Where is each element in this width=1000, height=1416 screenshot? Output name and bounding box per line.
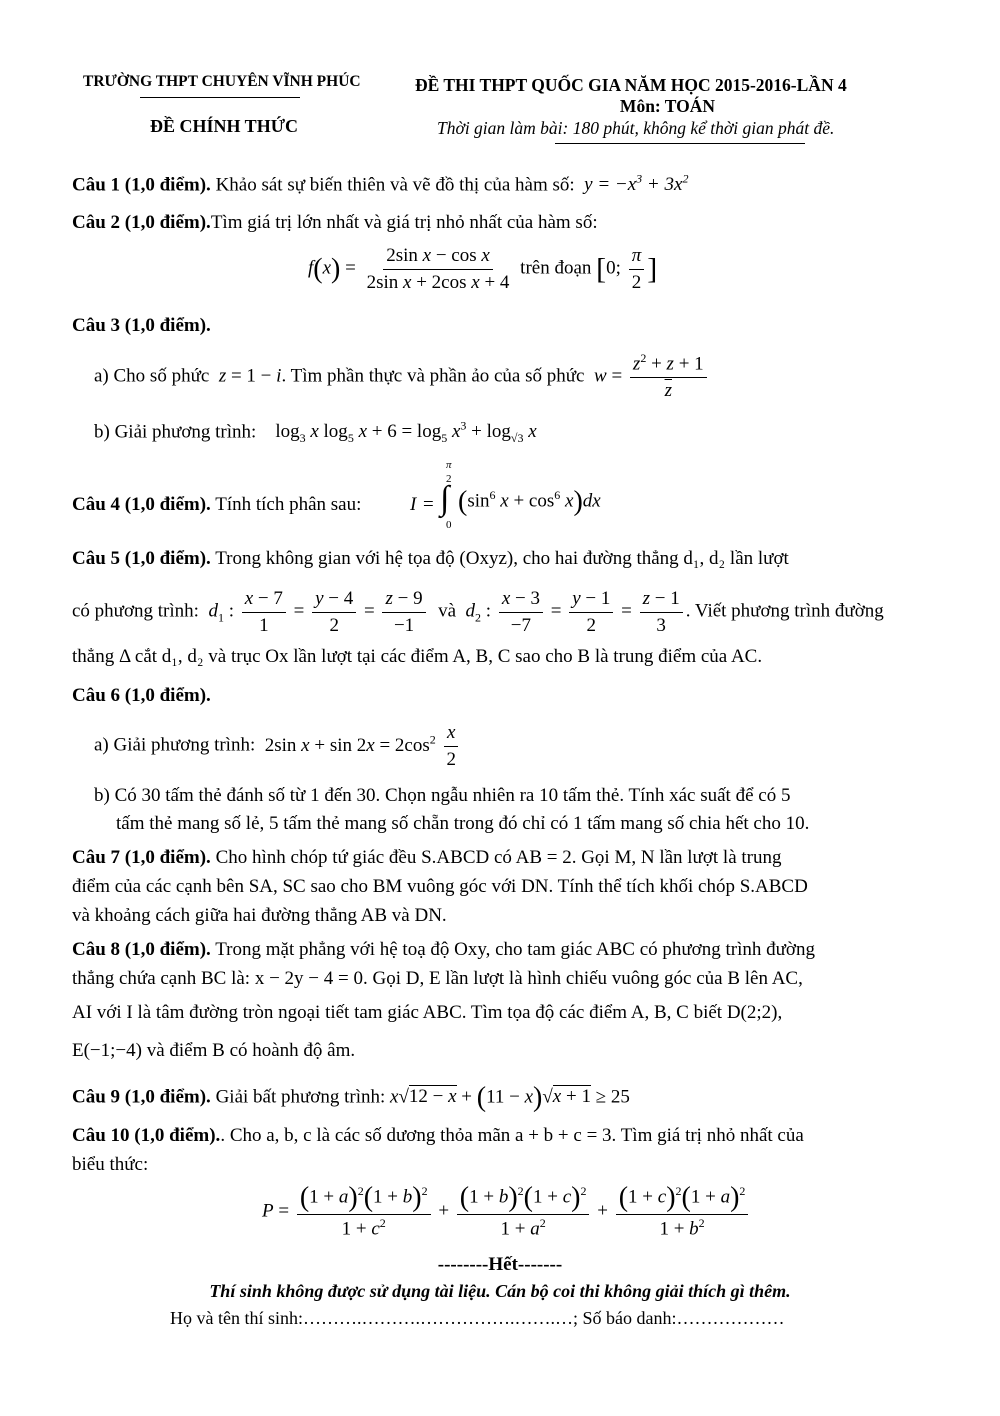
question-7-line: điểm của các cạnh bên SA, SC sao cho BM vuông góc với DN. Tính thể tích khối chóp S.ABCD xyxy=(72,876,808,897)
question-1 xyxy=(72,172,688,196)
question-label: Câu 2 (1,0 điểm). xyxy=(72,212,211,233)
question-6b: b) Có 30 tấm thẻ đánh số từ 1 đến 30. Chọn ngẫu nhiên ra 10 tấm thẻ. Tính xác suất để có 5 xyxy=(94,785,791,806)
question-7-line: và khoảng cách giữa hai đường thẳng AB và DN. xyxy=(72,905,447,926)
question-5-line: thẳng Δ cắt d₁, d₂ và trục Ox lần lượt tại các điểm A, B, C sao cho B là trung điểm của AC. xyxy=(72,646,763,667)
divider xyxy=(140,97,300,98)
question-label: Câu 1 (1,0 điểm). xyxy=(72,174,211,196)
question-text: Trong mặt phẳng với hệ toạ độ Oxy, cho tam giác ABC có phương trình đường xyxy=(210,939,815,960)
question-text: Giải bất phương trình: xyxy=(210,1086,390,1108)
question-5-line: có phương trình: $d_1$ : $\frac{x - 7}{1}$ = $\frac{y - 4}{2}$ = $\frac{z - 9}{-1}$ và $d_2$ : $\frac{x - 3}{-7}$ = $\frac{y - 1}{2}$ = $\frac{z - 1}{3}$ . Viết phương trình đường xyxy=(72,588,884,636)
official-label: ĐỀ CHÍNH THỨC xyxy=(150,116,299,136)
question-text: . Cho a, b, c là các số dương thỏa mãn a + b + c = 3. Tìm giá trị nhỏ nhất của xyxy=(220,1125,804,1146)
question-6a: a) Giải phương trình: 2sin $x + \sin 2x = 2\cos^2$ $\frac{x}{2}$ xyxy=(94,722,462,771)
question-6b-line: tấm thẻ mang số lẻ, 5 tấm thẻ mang số chẵn trong đó chỉ có 1 tấm mang số chia hết cho 10. xyxy=(116,813,810,834)
question-7 xyxy=(72,847,782,869)
subject: Môn: TOÁN xyxy=(619,96,716,116)
question-label: Câu 8 (1,0 điểm). xyxy=(72,939,211,960)
formula: P = $\frac{(1 + a)^2(1 + b)^2}{1 + c^2}$ + $\frac{(1 + b)^2(1 + c)^2}{1 + a^2}$ + $\frac{(1 + c)^2(1 + a)^2}{1 + b^2}$ xyxy=(262,1184,751,1240)
question-9: Câu 9 (1,0 điểm). Giải bất phương trình: x√12 − x + (11 − x)√x + 1 ≥ 25 xyxy=(72,1082,630,1113)
exam-title: ĐỀ THI THPT QUỐC GIA NĂM HỌC 2015-2016-LẦN 4 xyxy=(415,75,847,95)
footer-note: Thí sinh không được sử dụng tài liệu. Cán bộ coi thi không giải thích gì thêm. xyxy=(209,1281,791,1301)
candidate-info: Họ và tên thí sinh:……….……….…………….…….…; Số báo danh:……………… xyxy=(170,1308,785,1328)
question-4 xyxy=(72,494,361,516)
school-name: TRƯỜNG THPT CHUYÊN VĨNH PHÚC xyxy=(83,73,361,90)
question-text: Cho hình chóp tứ giác đều S.ABCD có AB = 2. Gọi M, N lần lượt là trung xyxy=(210,847,782,868)
interval-text: trên đoạn xyxy=(520,257,592,279)
divider xyxy=(555,143,805,144)
question-label: Câu 4 (1,0 điểm). xyxy=(72,494,211,515)
question-3a: a) Cho số phức z = 1 − i. Tìm phần thực và phần ảo của số phức w = $\frac{z^2 + z + 1}{z}$ xyxy=(94,352,710,402)
end-marker: --------Hết------- xyxy=(437,1254,563,1275)
question-10 xyxy=(72,1125,804,1147)
question-text: Khảo sát sự biến thiên và vẽ đồ thị của hàm số: xyxy=(210,174,580,196)
question-text: Tìm giá trị lớn nhất và giá trị nhỏ nhất của hàm số: xyxy=(210,212,598,233)
formula: $y = -x^3 + 3x^2$ xyxy=(579,172,689,196)
formula: f(x) = $\frac{\text{2sin x − cos x}}{\text{2sin x + 2cos x + 4}}$ trên đoạn [0; $\frac{\pi}{2}$ ] xyxy=(308,245,658,293)
question-8-line: E(−1;−4) và điểm B có hoành độ âm. xyxy=(72,1040,356,1061)
question-8-line: thẳng chứa cạnh BC là: x − 2y − 4 = 0. Gọi D, E lần lượt là hình chiếu vuông góc của B lên AC, xyxy=(72,968,803,989)
question-text: Tính tích phân sau: xyxy=(210,494,362,515)
exam-time: Thời gian làm bài: 180 phút, không kể thời gian phát đề. xyxy=(437,118,835,138)
question-10-line: biểu thức: xyxy=(72,1154,149,1175)
question-3b: b) Giải phương trình: $\log_3 x$ $\log_5 x + 6 = \log_5 x^3 + \log_{√3} x$ xyxy=(94,419,537,446)
question-6: Câu 6 (1,0 điểm). xyxy=(72,685,211,706)
question-3: Câu 3 (1,0 điểm). xyxy=(72,315,211,336)
question-label: Câu 10 (1,0 điểm). xyxy=(72,1125,221,1146)
question-label: Câu 7 (1,0 điểm). xyxy=(72,847,211,868)
question-8 xyxy=(72,939,815,961)
question-5 xyxy=(72,548,789,570)
question-text: Trong không gian với hệ tọa độ (Oxyz), cho hai đường thẳng d₁, d₂ lần lượt xyxy=(210,548,789,569)
question-8-line: AI với I là tâm đường tròn ngoại tiết tam giác ABC. Tìm tọa độ các điểm A, B, C biết D(2;2), xyxy=(72,1002,783,1023)
question-label: Câu 9 (1,0 điểm). xyxy=(72,1086,211,1108)
question-2 xyxy=(72,212,598,234)
question-label: Câu 5 (1,0 điểm). xyxy=(72,548,211,569)
